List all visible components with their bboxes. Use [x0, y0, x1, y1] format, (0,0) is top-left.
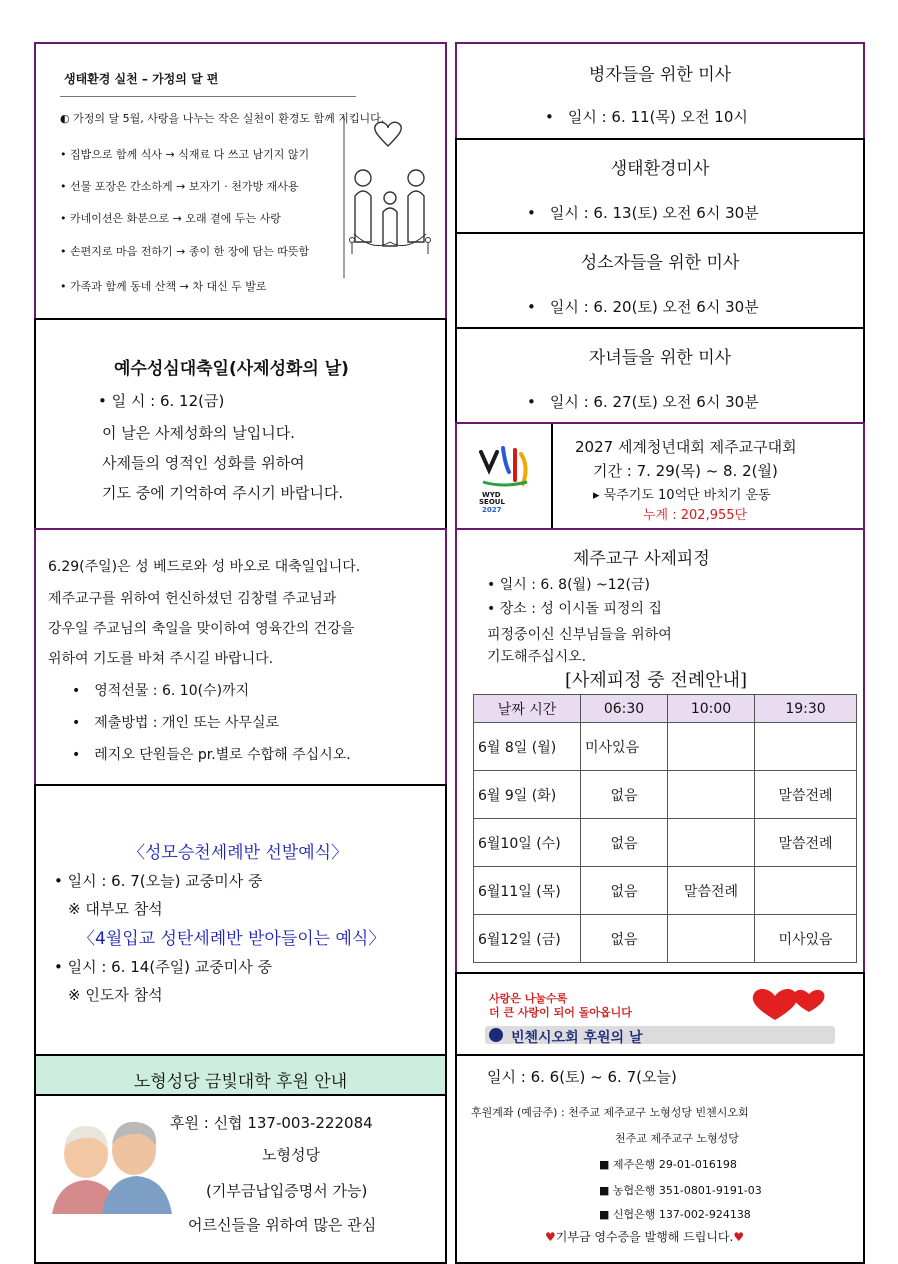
vincent-bank: ■ 신협은행 137-002-924138 — [599, 1208, 751, 1221]
baptism-box — [34, 784, 447, 1056]
mass-title: 생태환경미사 — [610, 159, 710, 179]
eco-item: • 손편지로 마음 전하기 → 종이 한 장에 담는 따뜻함 — [60, 245, 310, 258]
mass-date: • 일시 : 6. 13(토) 오전 6시 30분 — [527, 202, 759, 223]
table-cell: 6월10일 (수) — [474, 819, 581, 867]
retreat-table-title: [사제피정 중 전례안내] — [565, 670, 747, 691]
table-header-cell: 10:00 — [668, 695, 755, 723]
golden-univ-receipt-note: (기부금납입증명서 가능) — [206, 1182, 368, 1200]
wyd-title: 2027 세계청년대회 제주교구대회 — [575, 438, 797, 456]
vincent-account-holder: 후원계좌 (예금주) : 천주교 제주교구 노형성당 빈첸시오회 — [471, 1106, 749, 1119]
table-cell — [668, 771, 755, 819]
wyd-logo-icon — [475, 444, 535, 492]
table-header-cell: 날짜 시간 — [474, 695, 581, 723]
vincent-banner-line: 더 큰 사랑이 되어 돌아옵니다 — [489, 1006, 632, 1019]
wyd-period: 기간 : 7. 29(목) ~ 8. 2(월) — [593, 462, 778, 480]
golden-univ-appeal: 어르신들을 위하여 많은 관심 — [188, 1216, 377, 1234]
sacred-heart-line: 이 날은 사제성화의 날입니다. — [102, 424, 295, 442]
table-cell: 6월 9일 (화) — [474, 771, 581, 819]
peter-paul-line: 제주교구를 위하여 헌신하셨던 김창렬 주교님과 — [48, 591, 337, 607]
peter-paul-box — [34, 528, 447, 786]
vincent-bank: ■ 제주은행 29-01-016198 — [599, 1158, 737, 1171]
mass-children-box — [455, 327, 865, 424]
table-cell — [755, 867, 857, 915]
peter-paul-line: 위하여 기도를 바쳐 주시길 바랍니다. — [48, 651, 274, 667]
heart-icon: ♥ — [733, 1230, 745, 1244]
table-cell: 없음 — [581, 819, 668, 867]
table-cell: 말씀전례 — [755, 819, 857, 867]
elderly-couple-photo — [44, 1114, 174, 1214]
retreat-title: 제주교구 사제피정 — [573, 549, 710, 569]
mass-title: 병자들을 위한 미사 — [588, 65, 732, 85]
peter-paul-bullet: • 영적선물 : 6. 10(수)까지 — [72, 680, 249, 700]
vincent-account-holder-2: 천주교 제주교구 노형성당 — [615, 1132, 739, 1145]
retreat-date: • 일시 : 6. 8(월) ~12(금) — [487, 577, 650, 593]
golden-univ-parish: 노형성당 — [262, 1146, 320, 1164]
sacred-heart-date: • 일 시 : 6. 12(금) — [98, 392, 225, 410]
heart-icon: ♥ — [545, 1230, 556, 1244]
table-cell — [668, 819, 755, 867]
baptism-note-1: ※ 대부모 참석 — [68, 900, 163, 918]
table-cell: 6월11일 (목) — [474, 867, 581, 915]
sacred-heart-title: 예수성심대축일(사제성화의 날) — [114, 359, 349, 379]
peter-paul-bullet: • 레지오 단원들은 pr.별로 수합해 주십시오. — [72, 744, 351, 764]
eco-intro: ◐ 가정의 달 5월, 사랑을 나누는 작은 실천이 환경도 함께 지킵니다. — [60, 112, 385, 125]
mass-title: 자녀들을 위한 미사 — [588, 348, 732, 368]
golden-univ-box — [34, 1094, 447, 1264]
peter-paul-line: 강우일 주교님의 축일을 맞이하여 영육간의 건강을 — [48, 621, 355, 637]
retreat-prayer-line: 기도해주십시오. — [487, 649, 587, 665]
peter-paul-bullet: • 제출방법 : 개인 또는 사무실로 — [72, 712, 279, 732]
eco-divider — [60, 96, 356, 97]
golden-univ-account: 후원 : 신협 137-003-222084 — [170, 1114, 373, 1132]
family-illustration-icon — [338, 114, 442, 280]
table-cell — [755, 723, 857, 771]
sacred-heart-line: 기도 중에 기억하여 주시기 바랍니다. — [102, 484, 344, 502]
table-header-cell: 06:30 — [581, 695, 668, 723]
wyd-logo-text: WYD — [482, 491, 501, 499]
table-row — [474, 771, 857, 819]
vincent-receipt-text: 기부금 영수증을 발행해 드립니다. — [555, 1230, 734, 1244]
table-row — [474, 867, 857, 915]
table-cell: 없음 — [581, 915, 668, 963]
wyd-rosary-total: 누계 : 202,955단 — [643, 508, 748, 523]
liturgy-schedule-table — [473, 694, 857, 963]
wyd-rosary-campaign: ▸ 묵주기도 10억단 바치기 운동 — [593, 488, 771, 503]
eco-item: • 카네이션은 화분으로 → 오래 곁에 두는 사랑 — [60, 212, 281, 225]
vincent-support-box — [455, 1054, 865, 1264]
table-cell: 6월12일 (금) — [474, 915, 581, 963]
baptism-note-2: ※ 인도자 참석 — [68, 986, 163, 1004]
baptism-date-1: • 일시 : 6. 7(오늘) 교중미사 중 — [54, 872, 263, 890]
wyd-box — [455, 422, 865, 530]
mass-date: • 일시 : 6. 20(토) 오전 6시 30분 — [527, 296, 759, 317]
priest-retreat-box — [455, 528, 865, 974]
vincent-receipt-line — [545, 1228, 744, 1245]
table-cell — [668, 723, 755, 771]
table-row — [474, 819, 857, 867]
eco-item: • 선물 포장은 간소하게 → 보자기 · 천가방 재사용 — [60, 180, 299, 193]
table-cell: 미사있음 — [755, 915, 857, 963]
table-row — [474, 915, 857, 963]
retreat-prayer-line: 피정중이신 신부님들을 위하여 — [487, 627, 672, 643]
wyd-logo-city: SEOUL — [479, 498, 505, 506]
mass-vocation-box — [455, 232, 865, 329]
baptism-title-2: 〈4월입교 성탄세례반 받아들이는 예식〉 — [78, 929, 386, 949]
table-row — [474, 723, 857, 771]
vincent-date: 일시 : 6. 6(토) ~ 6. 7(오늘) — [487, 1068, 677, 1086]
table-header-cell: 19:30 — [755, 695, 857, 723]
baptism-title-1: 〈성모승천세례반 선발예식〉 — [128, 843, 349, 863]
mass-sick-box — [455, 42, 865, 140]
vincent-banner-title: 빈첸시오회 후원의 날 — [511, 1030, 643, 1046]
mass-date: • 일시 : 6. 11(목) 오전 10시 — [545, 106, 748, 127]
table-cell: 없음 — [581, 867, 668, 915]
table-cell: 없음 — [581, 771, 668, 819]
table-cell: 6월 8일 (월) — [474, 723, 581, 771]
peter-paul-line: 6.29(주일)은 성 베드로와 성 바오로 대축일입니다. — [48, 559, 361, 575]
eco-item: • 집밥으로 함께 식사 → 식재료 다 쓰고 남기지 않기 — [60, 148, 310, 161]
vincent-banner-line: 사랑은 나눌수록 — [489, 992, 568, 1005]
vincent-logo-icon — [489, 1028, 503, 1042]
hearts-icon — [747, 986, 839, 1022]
wyd-logo-year: 2027 — [482, 506, 502, 514]
wyd-divider — [551, 424, 553, 528]
golden-univ-title: 노형성당 금빛대학 후원 안내 — [133, 1072, 348, 1092]
eco-item: • 가족과 함께 동네 산책 → 차 대신 두 발로 — [60, 280, 267, 293]
vincent-bank: ■ 농협은행 351-0801-9191-03 — [599, 1184, 762, 1197]
golden-univ-header — [34, 1054, 447, 1096]
baptism-date-2: • 일시 : 6. 14(주일) 교중미사 중 — [54, 958, 273, 976]
sacred-heart-box — [34, 318, 447, 530]
table-cell: 미사있음 — [581, 723, 668, 771]
table-cell: 말씀전례 — [755, 771, 857, 819]
eco-title: 생태환경 실천 – 가정의 달 편 — [64, 72, 219, 86]
eco-practice-box — [34, 42, 447, 320]
table-header-row — [474, 695, 857, 723]
mass-title: 성소자들을 위한 미사 — [580, 253, 740, 273]
vincent-banner-box — [455, 972, 865, 1056]
table-cell — [668, 915, 755, 963]
mass-date: • 일시 : 6. 27(토) 오전 6시 30분 — [527, 391, 759, 412]
retreat-place: • 장소 : 성 이시돌 피정의 집 — [487, 601, 662, 617]
mass-eco-box — [455, 138, 865, 234]
table-cell: 말씀전례 — [668, 867, 755, 915]
sacred-heart-line: 사제들의 영적인 성화를 위하여 — [102, 454, 305, 472]
